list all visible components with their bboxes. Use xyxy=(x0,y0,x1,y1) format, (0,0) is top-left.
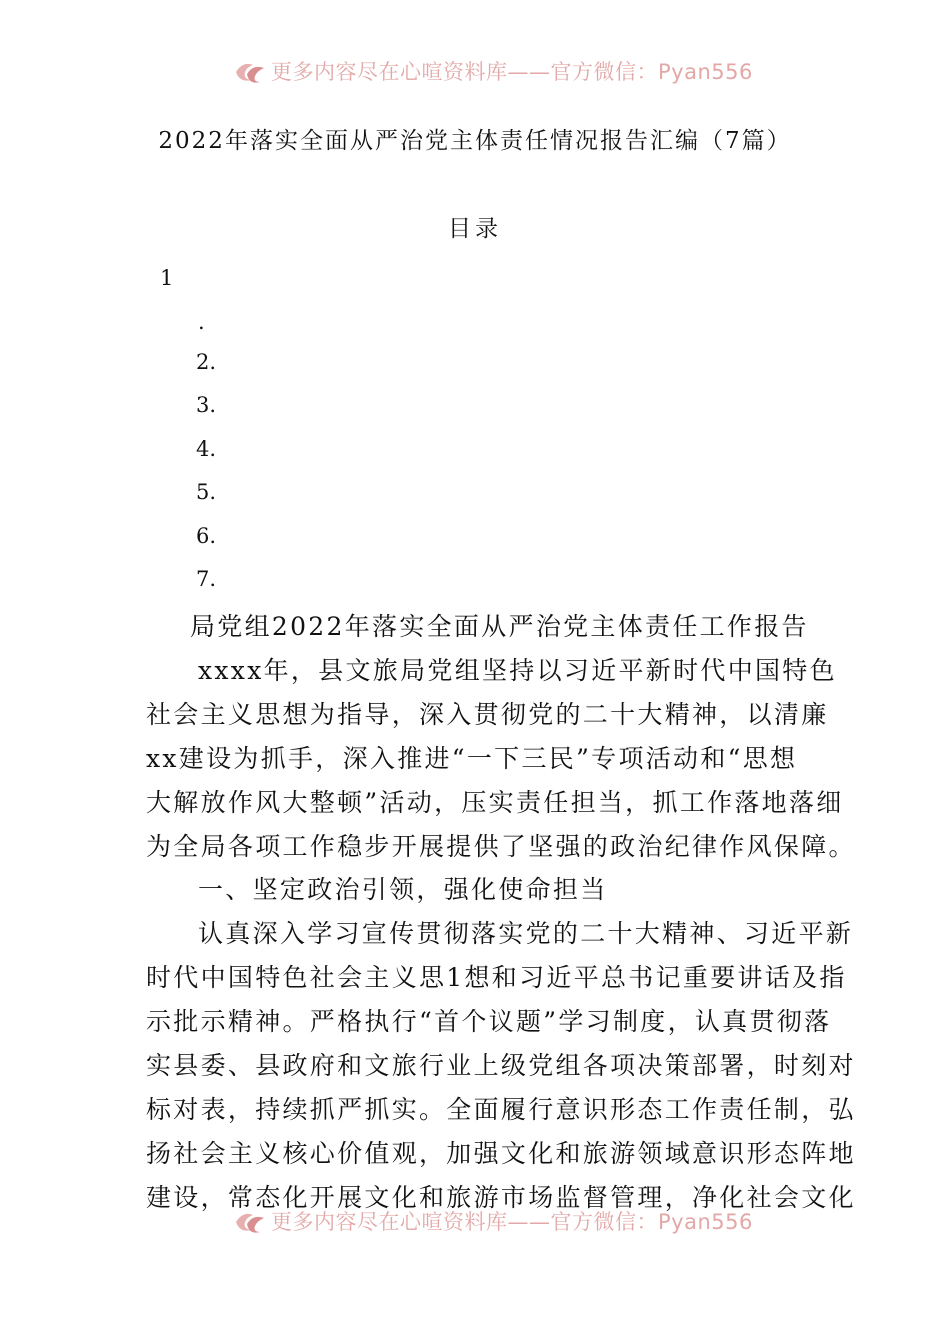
body-line: 认真深入学习宣传贯彻落实党的二十大精神、习近平新 xyxy=(198,919,854,948)
body-line: 扬社会主义核心价值观，加强文化和旅游领域意识形态阵地 xyxy=(146,1139,856,1168)
section-heading: 一、坚定政治引领，强化使命担当 xyxy=(198,875,608,904)
body-line: 大解放作风大整顿”活动，压实责任担当，抓工作落地落细 xyxy=(146,788,844,817)
watermark-text: 更多内容尽在心喧资料库——官方微信：Pyan556 xyxy=(271,1210,753,1234)
toc-heading: 目录 xyxy=(448,216,502,242)
toc-item: 3. xyxy=(196,393,217,417)
toc-item: 2. xyxy=(196,350,217,374)
watermark-top xyxy=(0,55,950,87)
body-line: 时代中国特色社会主义思1想和习近平总书记重要讲话及指 xyxy=(146,963,847,992)
toc-item: 5. xyxy=(196,480,217,504)
watermark-bottom xyxy=(0,1205,950,1237)
body-line: xxxx年，县文旅局党组坚持以习近平新时代中国特色 xyxy=(198,656,837,685)
watermark-logo-icon xyxy=(233,58,267,84)
toc-item: . xyxy=(198,310,205,334)
body-line: 实县委、县政府和文旅行业上级党组各项决策部署，时刻对 xyxy=(146,1051,856,1080)
section-title: 局党组2022年落实全面从严治党主体责任工作报告 xyxy=(190,612,809,641)
body-line: 为全局各项工作稳步开展提供了坚强的政治纪律作风保障。 xyxy=(146,832,856,861)
watermark-logo-icon xyxy=(233,1208,267,1234)
body-line: 标对表，持续抓严抓实。全面履行意识形态工作责任制，弘 xyxy=(146,1095,856,1124)
body-line: xx建设为抓手，深入推进“一下三民”专项活动和“思想 xyxy=(146,744,798,773)
body-line: 建设，常态化开展文化和旅游市场监督管理，净化社会文化 xyxy=(146,1183,856,1212)
toc-item: 1 xyxy=(160,266,174,290)
toc-item: 7. xyxy=(196,567,217,591)
watermark-text: 更多内容尽在心喧资料库——官方微信：Pyan556 xyxy=(271,60,753,84)
toc-item: 4. xyxy=(196,437,217,461)
document-title: 2022年落实全面从严治党主体责任情况报告汇编（7篇） xyxy=(158,128,792,154)
toc-item: 6. xyxy=(196,524,217,548)
body-line: 社会主义思想为指导，深入贯彻党的二十大精神，以清廉 xyxy=(146,700,829,729)
body-line: 示批示精神。严格执行“首个议题”学习制度，认真贯彻落 xyxy=(146,1007,832,1036)
